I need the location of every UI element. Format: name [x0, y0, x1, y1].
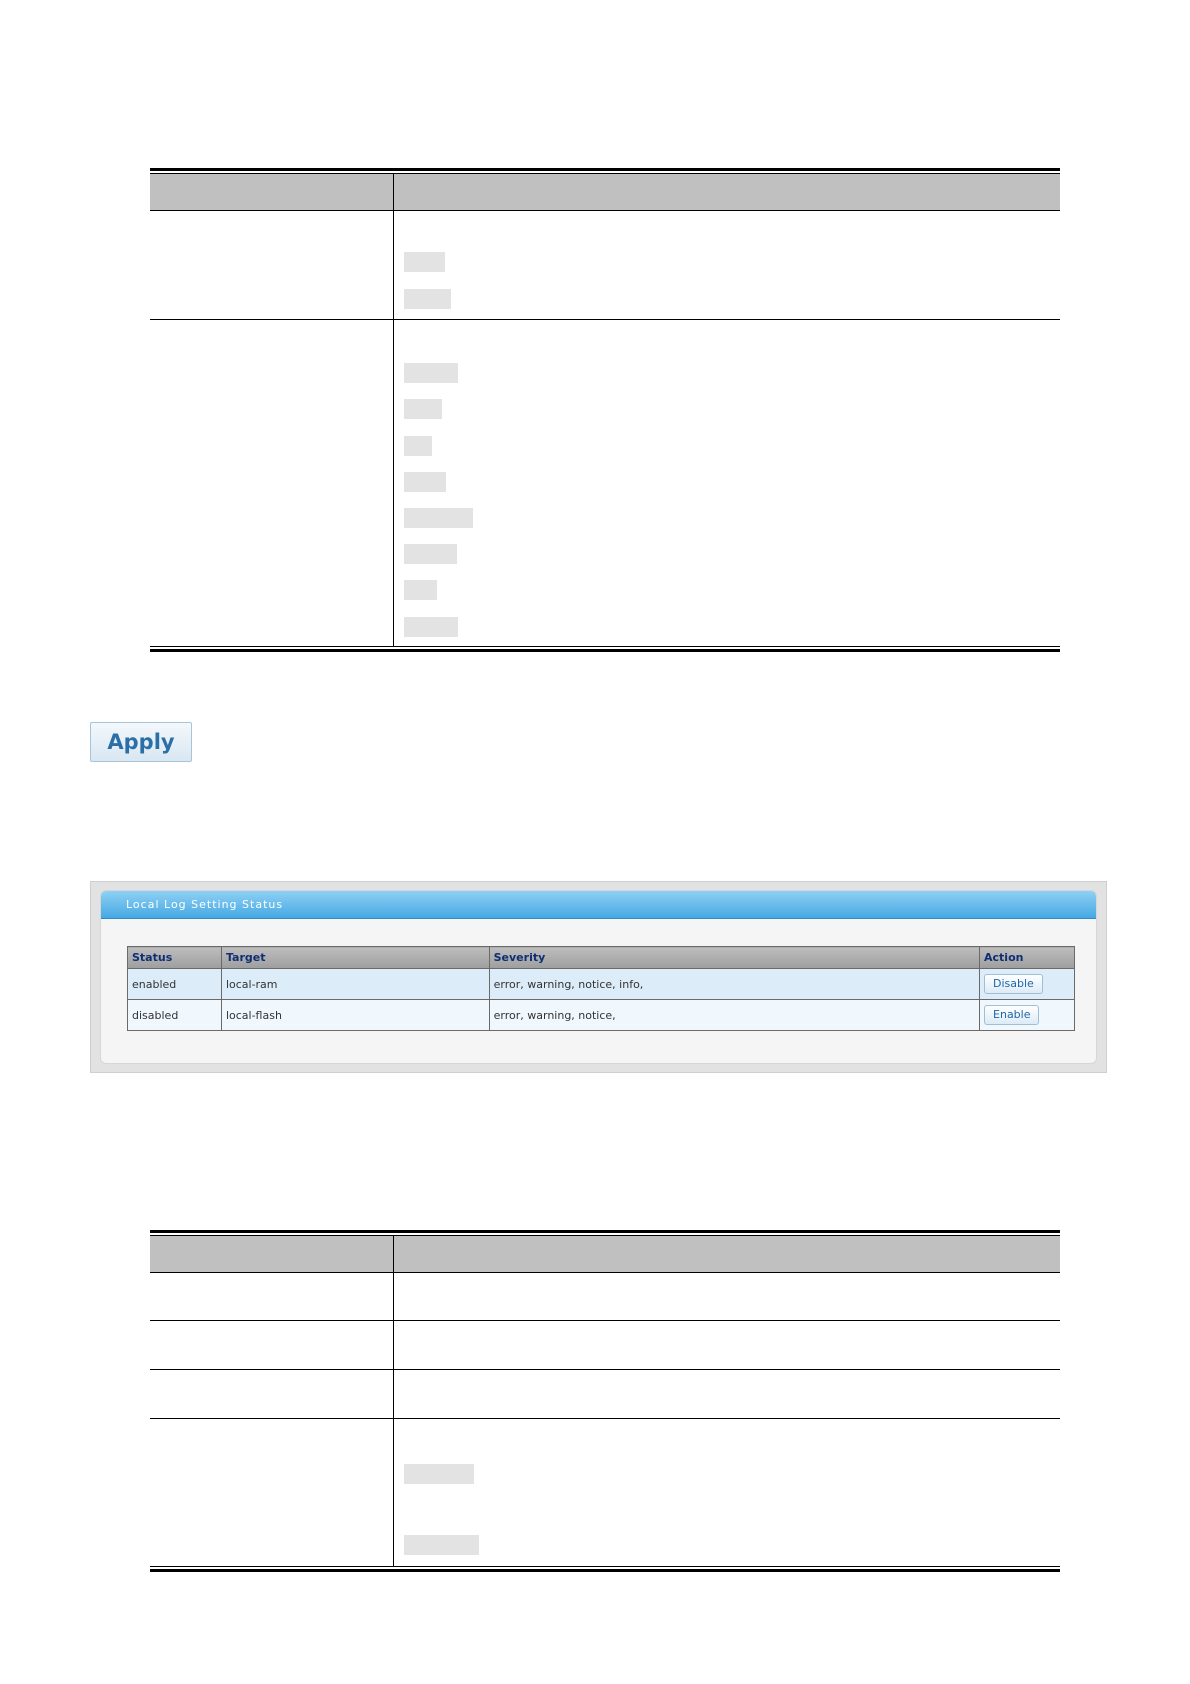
column-header-status: Status — [128, 947, 222, 969]
value-chip — [404, 399, 442, 419]
parameter-table-1 — [150, 168, 1060, 652]
status-cell: enabled — [128, 969, 222, 1000]
table-bottom-rule — [150, 649, 1060, 652]
table-row-divider — [150, 319, 1060, 320]
panel-header-line — [101, 918, 1096, 919]
disable-button[interactable]: Disable — [984, 974, 1043, 994]
value-chip — [404, 1464, 474, 1484]
value-chip — [404, 472, 446, 492]
column-header-severity: Severity — [489, 947, 979, 969]
table-column-divider — [393, 1236, 394, 1566]
value-chip — [404, 617, 458, 637]
parameter-table-2 — [150, 1230, 1060, 1572]
target-cell: local-ram — [221, 969, 489, 1000]
value-chip — [404, 1535, 479, 1555]
local-log-status-table — [127, 946, 1075, 1031]
action-cell — [980, 1000, 1075, 1031]
action-cell — [980, 969, 1075, 1000]
value-chip — [404, 363, 458, 383]
status-panel-body — [100, 890, 1097, 1064]
table-header — [128, 947, 1075, 969]
table-row-divider — [150, 1369, 1060, 1370]
value-chip — [404, 580, 437, 600]
table-row-divider — [150, 1418, 1060, 1419]
table-header-row — [150, 174, 1060, 210]
table-top-rule — [150, 168, 1060, 171]
table-header-row — [150, 1236, 1060, 1272]
table-row — [128, 969, 1075, 1000]
apply-button[interactable]: Apply — [90, 722, 192, 762]
target-cell: local-flash — [221, 1000, 489, 1031]
value-chip — [404, 252, 445, 272]
value-chip — [404, 289, 451, 309]
table-column-divider — [393, 174, 394, 646]
enable-button[interactable]: Enable — [984, 1005, 1039, 1025]
panel-title: Local Log Setting Status — [126, 898, 284, 911]
table-bottom-rule-thin — [150, 1566, 1060, 1567]
table-bottom-rule-thin — [150, 646, 1060, 647]
status-cell: disabled — [128, 1000, 222, 1031]
column-header-action: Action — [980, 947, 1075, 969]
table-row-divider — [150, 1320, 1060, 1321]
table-top-rule — [150, 1230, 1060, 1233]
severity-cell: error, warning, notice, info, — [489, 969, 979, 1000]
severity-cell: error, warning, notice, — [489, 1000, 979, 1031]
table-header-divider — [150, 210, 1060, 211]
value-chip — [404, 508, 473, 528]
table-row — [128, 1000, 1075, 1031]
value-chip — [404, 436, 432, 456]
value-chip — [404, 544, 457, 564]
column-header-target: Target — [221, 947, 489, 969]
table-bottom-rule — [150, 1569, 1060, 1572]
table-header-divider — [150, 1272, 1060, 1273]
status-panel — [90, 881, 1107, 1073]
status-panel-header — [101, 891, 1096, 918]
